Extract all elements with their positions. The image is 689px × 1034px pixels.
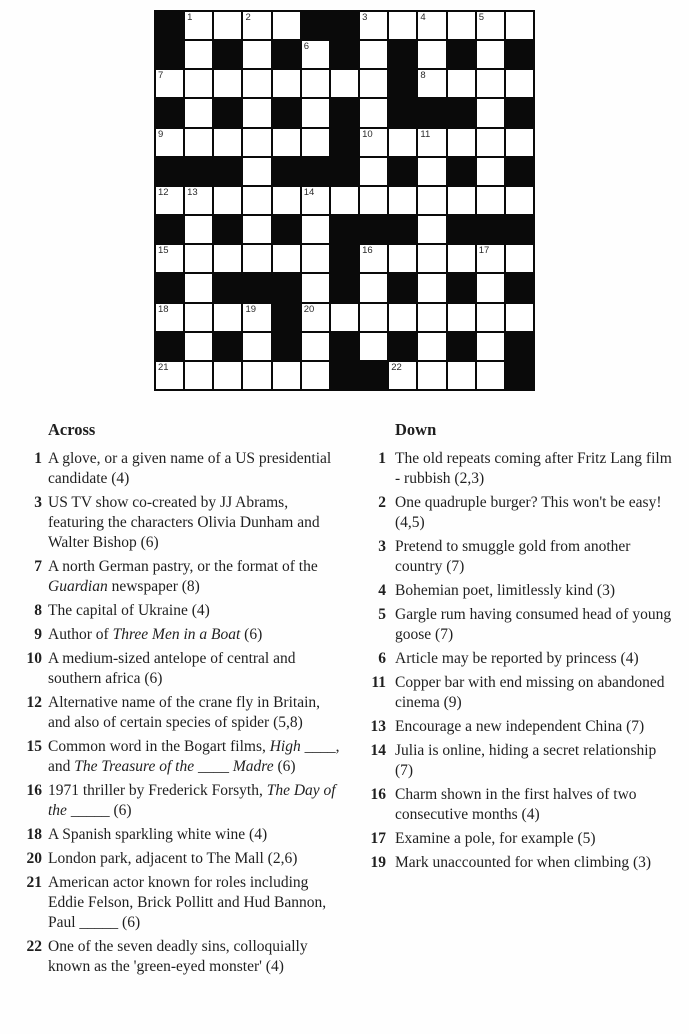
clue-text: Gargle rum having consumed head of young goose (7): [395, 606, 672, 643]
clue-item: [368, 605, 688, 645]
grid-cell[interactable]: [477, 304, 504, 331]
cell-number: 5: [478, 12, 484, 23]
clue-item: [24, 937, 346, 977]
clue-item: [24, 493, 346, 553]
grid-cell-black: [448, 99, 475, 126]
clue-item: [368, 537, 688, 577]
clues-section: [0, 420, 689, 981]
cell-number: 14: [303, 186, 315, 198]
grid-cell[interactable]: [243, 216, 270, 243]
grid-cell-black: [214, 99, 241, 126]
grid-cell[interactable]: [389, 245, 416, 272]
grid-cell-black: [214, 333, 241, 360]
clue-number: 6: [378, 650, 386, 667]
grid-cell-black: [389, 333, 416, 360]
clue-text: Author of Three Men in a Boat (6): [48, 626, 263, 643]
grid-cell[interactable]: [418, 333, 445, 360]
clue-text: One of the seven deadly sins, colloquially known as the 'green-eyed monster' (4): [48, 938, 308, 975]
grid-cell[interactable]: [214, 129, 241, 156]
clue-text: Common word in the Bogart films, High ____, and The Treasure of the ____ Madre (6): [48, 738, 340, 775]
clue-text: A north German pastry, or the format of the Guardian newspaper (8): [48, 558, 318, 595]
grid-cell-black: [156, 99, 183, 126]
grid-cell[interactable]: [273, 245, 300, 272]
cell-number: 18: [158, 303, 169, 315]
grid-cell[interactable]: [302, 70, 329, 97]
clue-number: 7: [34, 558, 42, 575]
grid-cell-black: [477, 216, 504, 243]
grid-cell-black: [214, 274, 241, 301]
clue-number: 18: [26, 826, 42, 843]
grid-cell-black: [156, 158, 183, 185]
grid-cell[interactable]: [389, 129, 416, 156]
grid-cell[interactable]: [331, 304, 358, 331]
grid-cell[interactable]: [243, 70, 270, 97]
across-column: [24, 420, 346, 981]
grid-cell-black: [273, 274, 300, 301]
cell-number: 8: [420, 70, 426, 82]
cell-number: 15: [158, 245, 169, 257]
grid-cell-black: [156, 41, 183, 68]
grid-cell[interactable]: [273, 187, 300, 214]
grid-cell-black: [273, 158, 300, 185]
grid-cell[interactable]: [214, 304, 241, 331]
clue-item: [368, 741, 688, 781]
clue-item: [368, 493, 688, 533]
clue-number: 11: [371, 674, 386, 691]
grid-cell-black: [331, 41, 358, 68]
down-header: Down: [395, 420, 437, 439]
grid-cell[interactable]: [418, 70, 445, 97]
cell-number: 7: [158, 70, 164, 82]
grid-cell[interactable]: [243, 129, 270, 156]
grid-cell[interactable]: [331, 187, 358, 214]
grid-cell-black: [389, 99, 416, 126]
grid-cell-black: [506, 274, 533, 301]
grid-cell[interactable]: [477, 362, 504, 389]
grid-cell[interactable]: [185, 304, 212, 331]
grid-cell[interactable]: [360, 158, 387, 185]
cell-number: 17: [478, 245, 490, 257]
grid-cell[interactable]: [418, 187, 445, 214]
clue-number: 3: [378, 538, 386, 555]
grid-cell[interactable]: [214, 12, 241, 39]
clue-text: American actor known for roles including Eddie Felson, Brick Pollitt and Hud Bannon, Paul _____ (6): [48, 874, 327, 931]
clue-item: [368, 673, 688, 713]
cell-number: 1: [187, 12, 193, 23]
clue-number: 16: [370, 786, 386, 803]
grid-cell-black: [448, 158, 475, 185]
grid-cell-black: [302, 12, 329, 39]
down-column: [368, 420, 688, 981]
grid-cell[interactable]: [418, 158, 445, 185]
grid-cell[interactable]: [506, 12, 533, 39]
cell-number: 19: [245, 303, 257, 315]
grid-cell[interactable]: [389, 187, 416, 214]
grid-cell[interactable]: [477, 158, 504, 185]
grid-cell-black: [302, 158, 329, 185]
grid-cell[interactable]: [185, 362, 212, 389]
clue-number: 1: [378, 450, 386, 467]
grid-cell-black: [389, 158, 416, 185]
grid-cell[interactable]: [243, 304, 270, 331]
clue-text: Bohemian poet, limitlessly kind (3): [395, 582, 615, 599]
grid-cell-black: [331, 129, 358, 156]
grid-cell[interactable]: [243, 158, 270, 185]
grid-cell-black: [331, 274, 358, 301]
clue-item: [24, 737, 346, 777]
across-header: Across: [48, 420, 96, 439]
clue-number: 3: [34, 494, 42, 511]
grid-cell-black: [360, 362, 387, 389]
clue-item: [368, 649, 688, 669]
clue-number: 15: [26, 738, 42, 755]
grid-cell[interactable]: [506, 129, 533, 156]
grid-cell-black: [243, 274, 270, 301]
grid-cell[interactable]: [448, 70, 475, 97]
grid-cell-black: [506, 158, 533, 185]
cell-number: 21: [158, 361, 169, 373]
grid-cell[interactable]: [156, 129, 183, 156]
grid-cell[interactable]: [243, 362, 270, 389]
grid-cell[interactable]: [448, 362, 475, 389]
clue-item: [24, 601, 346, 621]
grid-cell[interactable]: [302, 129, 329, 156]
grid-cell[interactable]: [360, 41, 387, 68]
grid-cell[interactable]: [418, 245, 445, 272]
grid-cell-black: [418, 99, 445, 126]
grid-cell-black: [331, 245, 358, 272]
clue-text: Examine a pole, for example (5): [395, 830, 596, 847]
clue-text: A medium-sized antelope of central and southern africa (6): [48, 650, 296, 687]
grid-cell[interactable]: [448, 129, 475, 156]
grid-cell-black: [331, 158, 358, 185]
clue-item: [368, 853, 688, 873]
clue-number: 13: [370, 718, 386, 735]
clue-item: [24, 625, 346, 645]
grid-cell-black: [331, 333, 358, 360]
clue-text: US TV show co-created by JJ Abrams, featuring the characters Olivia Dunham and Walter Bishop (6): [48, 494, 320, 551]
down-clue-list: [368, 449, 688, 873]
cell-number: 9: [158, 128, 164, 140]
clue-item: [24, 693, 346, 733]
grid-cell-black: [331, 99, 358, 126]
clue-number: 19: [370, 854, 386, 871]
clue-number: 5: [378, 606, 386, 623]
clue-item: [24, 873, 346, 933]
clue-text: Pretend to smuggle gold from another country (7): [395, 538, 631, 575]
grid-cell-black: [331, 12, 358, 39]
grid-cell[interactable]: [360, 274, 387, 301]
grid-cell[interactable]: [185, 41, 212, 68]
grid-cell-black: [185, 158, 212, 185]
grid-cell[interactable]: [156, 70, 183, 97]
cell-number: 4: [420, 12, 426, 23]
clue-number: 17: [370, 830, 386, 847]
grid-cell-black: [506, 333, 533, 360]
cell-number: 3: [362, 12, 368, 23]
grid-cell[interactable]: [185, 99, 212, 126]
grid-cell-black: [448, 333, 475, 360]
grid-cell[interactable]: [156, 187, 183, 214]
clue-item: [24, 781, 346, 821]
cell-number: 12: [158, 186, 169, 198]
clue-number: 2: [378, 494, 386, 511]
grid-cell[interactable]: [302, 216, 329, 243]
clue-item: [24, 649, 346, 689]
clue-item: [24, 849, 346, 869]
clue-number: 14: [370, 742, 386, 759]
cell-number: 22: [391, 361, 402, 373]
grid-cell-black: [273, 41, 300, 68]
clue-text: 1971 thriller by Frederick Forsyth, The Day of the _____ (6): [48, 782, 336, 819]
clue-item: [368, 717, 688, 737]
grid-cell[interactable]: [302, 187, 329, 214]
cell-number: 20: [303, 303, 315, 315]
clue-item: [24, 557, 346, 597]
grid-cell[interactable]: [185, 129, 212, 156]
grid-cell[interactable]: [477, 129, 504, 156]
clue-item: [368, 449, 688, 489]
grid-cell[interactable]: [448, 245, 475, 272]
clue-text: Alternative name of the crane fly in Britain, and also of certain species of spider (5,8): [48, 694, 321, 731]
grid-cell-black: [214, 216, 241, 243]
grid-cell-black: [360, 216, 387, 243]
clue-number: 21: [26, 874, 42, 891]
grid-cell[interactable]: [448, 187, 475, 214]
clue-number: 22: [26, 938, 42, 955]
clue-number: 16: [26, 782, 42, 799]
grid-cell[interactable]: [214, 245, 241, 272]
crossword-grid: [154, 10, 535, 391]
clue-number: 4: [378, 582, 386, 599]
grid-cell[interactable]: [360, 187, 387, 214]
clue-number: 1: [34, 450, 42, 467]
grid-cell[interactable]: [360, 12, 387, 39]
grid-cell[interactable]: [273, 12, 300, 39]
clue-text: The capital of Ukraine (4): [48, 602, 210, 619]
grid-cell[interactable]: [214, 187, 241, 214]
grid-cell[interactable]: [185, 70, 212, 97]
grid-cell[interactable]: [477, 333, 504, 360]
grid-cell[interactable]: [389, 12, 416, 39]
grid-cell[interactable]: [302, 333, 329, 360]
grid-cell[interactable]: [389, 304, 416, 331]
clue-number: 9: [34, 626, 42, 643]
clue-item: [24, 825, 346, 845]
clue-text: Encourage a new independent China (7): [395, 718, 645, 735]
clue-text: The old repeats coming after Fritz Lang film - rubbish (2,3): [395, 450, 672, 487]
grid-cell[interactable]: [477, 41, 504, 68]
grid-cell[interactable]: [243, 187, 270, 214]
grid-cell[interactable]: [302, 41, 329, 68]
grid-cell[interactable]: [302, 362, 329, 389]
grid-cell[interactable]: [243, 99, 270, 126]
grid-cell-black: [273, 304, 300, 331]
grid-cell-black: [214, 41, 241, 68]
grid-cell[interactable]: [418, 362, 445, 389]
across-clue-list: [24, 449, 346, 977]
clue-item: [368, 829, 688, 849]
grid-cell[interactable]: [302, 245, 329, 272]
clue-text: A glove, or a given name of a US presidential candidate (4): [48, 450, 332, 487]
clue-item: [24, 449, 346, 489]
grid-cell[interactable]: [243, 245, 270, 272]
grid-cell-black: [389, 41, 416, 68]
grid-cell[interactable]: [418, 274, 445, 301]
grid-cell-black: [331, 216, 358, 243]
grid-cell[interactable]: [243, 41, 270, 68]
grid-cell-black: [156, 12, 183, 39]
grid-cell-black: [273, 99, 300, 126]
grid-cell-black: [273, 216, 300, 243]
grid-cell-black: [273, 333, 300, 360]
grid-cell-black: [214, 158, 241, 185]
grid-cell[interactable]: [360, 70, 387, 97]
clue-item: [368, 785, 688, 825]
grid-cell[interactable]: [156, 245, 183, 272]
grid-cell[interactable]: [214, 70, 241, 97]
grid-cell[interactable]: [302, 99, 329, 126]
grid-cell[interactable]: [418, 129, 445, 156]
grid-cell[interactable]: [273, 129, 300, 156]
grid-cell[interactable]: [448, 304, 475, 331]
grid-cell[interactable]: [185, 12, 212, 39]
grid-cell[interactable]: [360, 99, 387, 126]
grid-cell[interactable]: [506, 187, 533, 214]
grid-cell[interactable]: [506, 245, 533, 272]
grid-cell[interactable]: [418, 41, 445, 68]
grid-cell-black: [156, 274, 183, 301]
grid-cell[interactable]: [418, 216, 445, 243]
grid-wrap: [154, 10, 535, 391]
cell-number: 2: [245, 12, 251, 23]
grid-cell[interactable]: [156, 304, 183, 331]
grid-cell-black: [156, 333, 183, 360]
grid-cell[interactable]: [185, 187, 212, 214]
grid-cell[interactable]: [506, 70, 533, 97]
grid-cell-black: [389, 274, 416, 301]
grid-cell-black: [389, 216, 416, 243]
grid-cell[interactable]: [214, 362, 241, 389]
grid-cell[interactable]: [243, 12, 270, 39]
grid-cell[interactable]: [477, 70, 504, 97]
grid-cell[interactable]: [418, 304, 445, 331]
grid-cell[interactable]: [331, 70, 358, 97]
grid-cell-black: [506, 362, 533, 389]
clue-text: Mark unaccounted for when climbing (3): [395, 854, 652, 871]
cell-number: 10: [362, 128, 373, 140]
clue-text: Charm shown in the first halves of two consecutive months (4): [395, 786, 637, 823]
grid-cell[interactable]: [243, 333, 270, 360]
cell-number: 13: [187, 186, 198, 198]
grid-cell-black: [448, 41, 475, 68]
grid-cell[interactable]: [185, 216, 212, 243]
crossword-page: [0, 10, 689, 981]
grid-cell[interactable]: [302, 304, 329, 331]
clue-number: 12: [26, 694, 42, 711]
grid-cell-black: [448, 216, 475, 243]
grid-cell[interactable]: [389, 362, 416, 389]
grid-cell[interactable]: [360, 129, 387, 156]
grid-cell[interactable]: [477, 274, 504, 301]
grid-cell[interactable]: [477, 99, 504, 126]
grid-cell[interactable]: [156, 362, 183, 389]
grid-cell[interactable]: [185, 245, 212, 272]
grid-cell[interactable]: [448, 12, 475, 39]
clue-text: Article may be reported by princess (4): [395, 650, 639, 667]
grid-cell[interactable]: [360, 245, 387, 272]
grid-cell[interactable]: [477, 187, 504, 214]
clue-number: 8: [34, 602, 42, 619]
cell-number: 6: [303, 41, 310, 53]
cell-number: 11: [420, 128, 431, 140]
grid-cell-black: [506, 99, 533, 126]
clue-text: One quadruple burger? This won't be easy! (4,5): [395, 494, 662, 531]
grid-cell-black: [389, 70, 416, 97]
grid-cell[interactable]: [360, 304, 387, 331]
grid-cell[interactable]: [302, 274, 329, 301]
cell-number: 16: [362, 245, 373, 257]
grid-cell[interactable]: [360, 333, 387, 360]
clue-text: A Spanish sparkling white wine (4): [48, 826, 268, 843]
grid-cell-black: [156, 216, 183, 243]
clue-text: Copper bar with end missing on abandoned cinema (9): [395, 674, 665, 711]
clue-item: [368, 581, 688, 601]
grid-cell[interactable]: [477, 245, 504, 272]
grid-cell[interactable]: [418, 12, 445, 39]
clue-text: London park, adjacent to The Mall (2,6): [48, 850, 298, 867]
grid-cell[interactable]: [185, 333, 212, 360]
grid-cell[interactable]: [477, 12, 504, 39]
grid-cell-black: [331, 362, 358, 389]
grid-cell-black: [506, 41, 533, 68]
grid-cell-black: [448, 274, 475, 301]
clue-number: 20: [26, 850, 42, 867]
grid-cell[interactable]: [273, 362, 300, 389]
grid-cell[interactable]: [506, 304, 533, 331]
grid-cell[interactable]: [185, 274, 212, 301]
clue-text: Julia is online, hiding a secret relationship (7): [395, 742, 657, 779]
clue-number: 10: [26, 650, 42, 667]
grid-cell-black: [506, 216, 533, 243]
grid-cell[interactable]: [273, 70, 300, 97]
